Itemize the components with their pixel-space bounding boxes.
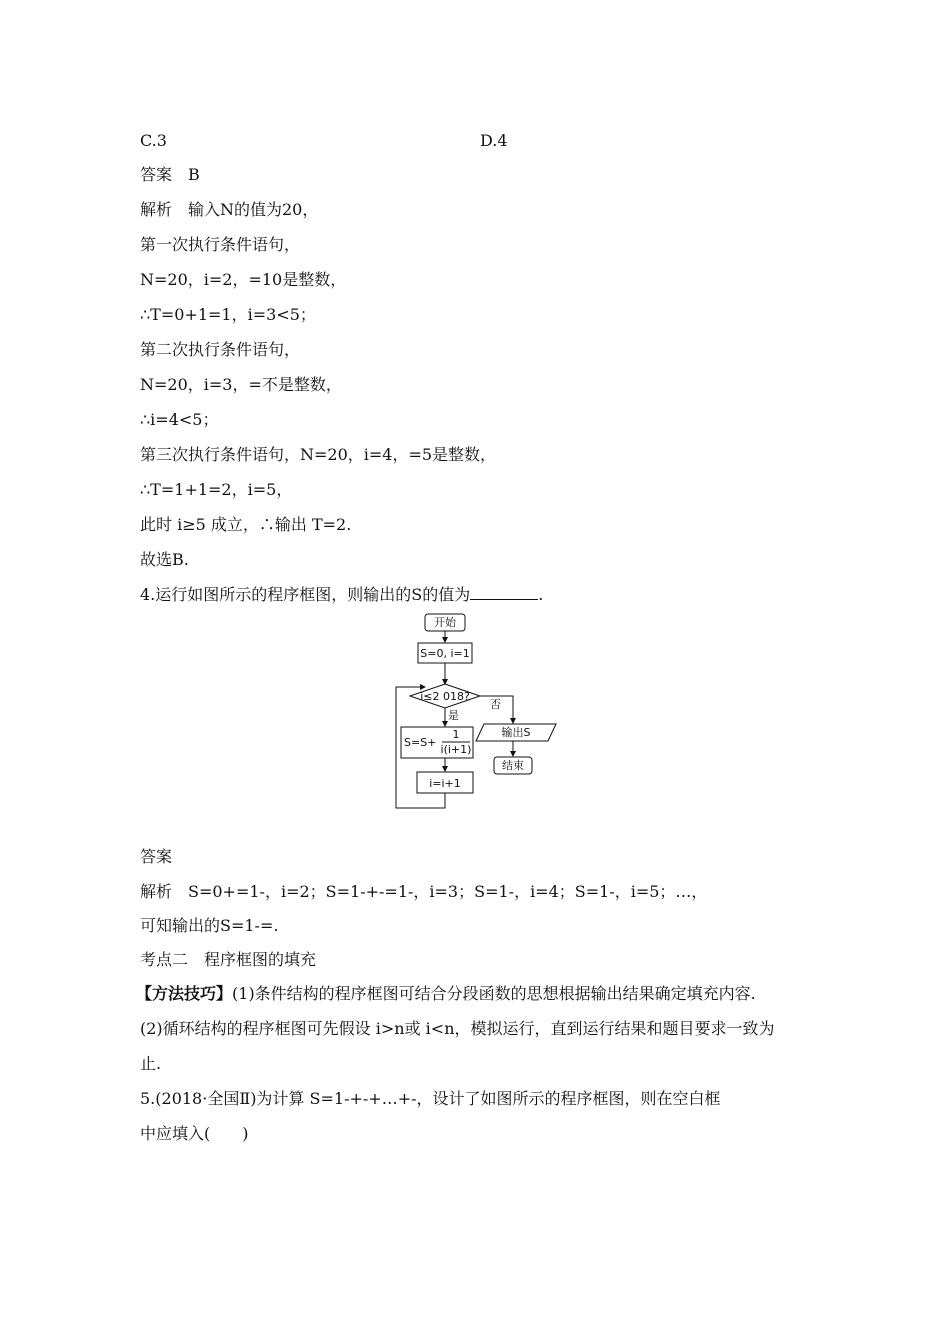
q3-analysis-line: N=20，i=3，=不是整数，: [140, 375, 342, 394]
q3-analysis-line: 解析 输入N的值为20，: [140, 200, 319, 219]
q5-stem: 5.(2018·全国Ⅱ)为计算 S=1-+-+…+-，设计了如图所示的程序框图，则在空白框: [140, 1089, 721, 1108]
q3-answer: 答案 B: [140, 165, 200, 184]
yes-label: 是: [448, 709, 459, 722]
q3-analysis-line: 第三次执行条件语句，N=20，i=4，=5是整数，: [140, 445, 497, 464]
option-d: D.4: [480, 131, 508, 150]
q4-analysis-line: 解析 S=0+=1-，i=2；S=1-+-=1-，i=3；S=1-，i=4；S=1-，i=5；…，: [140, 882, 708, 901]
fraction-numerator: 1: [452, 728, 460, 741]
q3-analysis-line: ∴T=0+1=1，i=3<5；: [140, 305, 316, 324]
method-tip-line: (2)循环结构的程序框图可先假设 i>n或 i<n，模拟运行，直到运行结果和题目要求一致为: [140, 1019, 775, 1038]
answer-blank: [470, 585, 538, 600]
condition-label: i≤2 018?: [420, 690, 470, 703]
q4-stem-text: 4.运行如图所示的程序框图，则输出的S的值为: [140, 585, 471, 604]
method-tip-line: 止.: [140, 1054, 162, 1073]
q4-stem-end: .: [538, 585, 544, 604]
method-tip-label: 【方法技巧】: [136, 984, 233, 1003]
q3-analysis-line: ∴T=1+1=2，i=5，: [140, 480, 293, 499]
q4-answer: 答案: [140, 847, 173, 866]
method-tip: [136, 984, 756, 1004]
init-label: S=0, i=1: [420, 647, 470, 660]
q3-analysis-line: 故选B.: [140, 550, 189, 569]
q3-analysis-line: N=20，i=2，=10是整数，: [140, 270, 347, 289]
update-s-label: S=S+: [404, 736, 437, 749]
fraction-denominator: i(i+1): [440, 743, 472, 756]
q3-analysis-line: 第一次执行条件语句，: [140, 235, 301, 254]
option-c: C.3: [140, 131, 167, 150]
no-label: 否: [490, 698, 501, 711]
q3-analysis-line: 第二次执行条件语句，: [140, 340, 301, 359]
method-tip-text: (1)条件结构的程序框图可结合分段函数的思想根据输出结果确定填充内容.: [232, 984, 756, 1003]
increment-label: i=i+1: [429, 777, 461, 790]
q3-analysis-line: 此时 i≥5 成立，∴输出 T=2.: [140, 515, 352, 534]
flowchart: [380, 605, 580, 820]
q4-analysis-line: 可知输出的S=1-=.: [140, 916, 279, 935]
output-label: 输出S: [501, 726, 531, 739]
q5-stem: 中应填入( ): [140, 1124, 249, 1143]
start-label: 开始: [434, 616, 456, 629]
section-title: 考点二 程序框图的填充: [140, 950, 317, 969]
q4-stem: [140, 585, 543, 605]
q3-analysis-line: ∴i=4<5；: [140, 410, 219, 429]
end-label: 结束: [502, 759, 524, 772]
